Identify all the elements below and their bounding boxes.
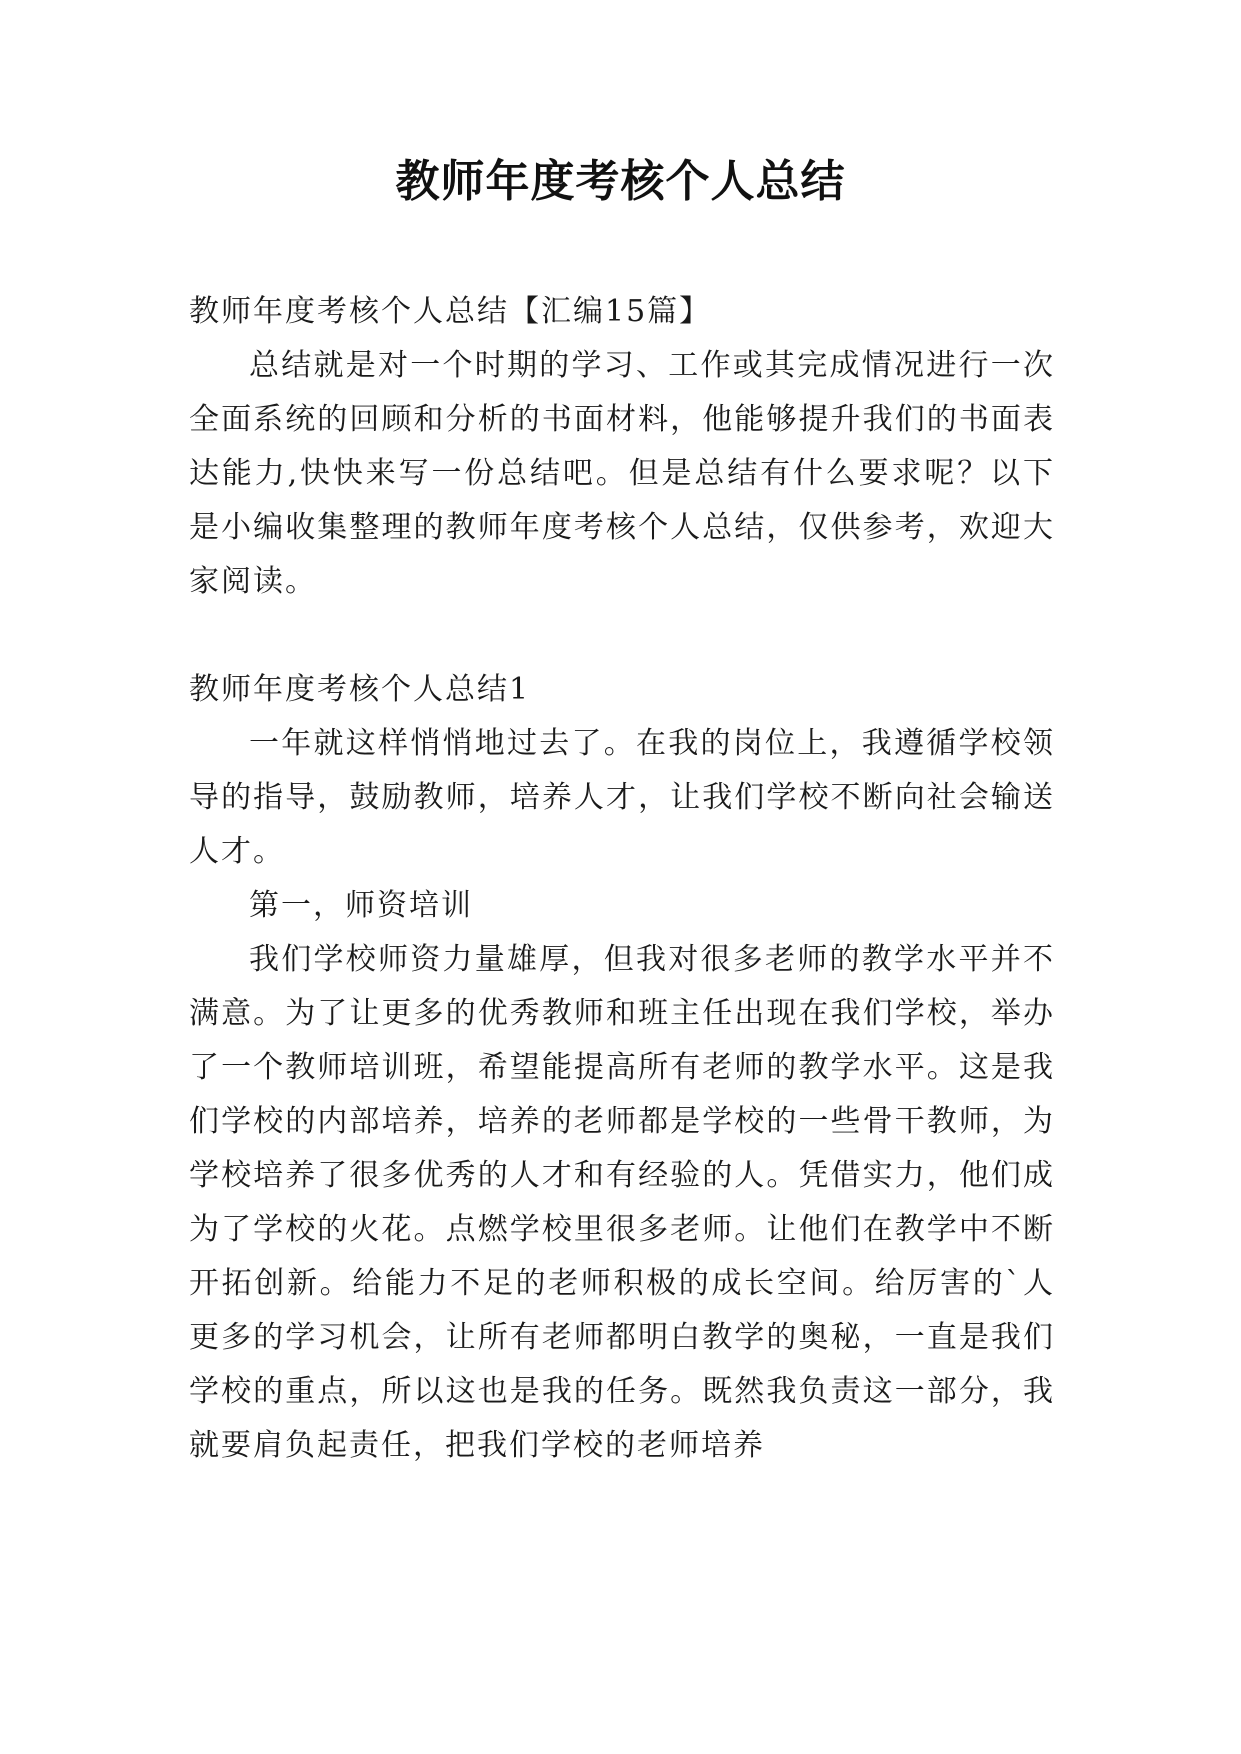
body-paragraph: 我们学校师资力量雄厚，但我对很多老师的教学水平并不满意。为了让更多的优秀教师和班主任出现在我们学校，举办了一个教师培训班，希望能提高所有老师的教学水平。这是我们学校的内部培养，培养的老师都是学校的一些骨干教师，为学校培养了很多优秀的人才和有经验的人。凭借实力，他们成为了学校的火花。点燃学校里很多老师。让他们在教学中不断开拓创新。给能力不足的老师积极的成长空间。给厉害的`人更多的学习机会，让所有老师都明白教学的奥秘，一直是我们学校的重点，所以这也是我的任务。既然我负责这一部分，我就要肩负起责任，把我们学校的老师培养 [189, 942, 1055, 1463]
document-body [189, 285, 1055, 1473]
subtitle-line: 教师年度考核个人总结【汇编15篇】 [189, 294, 712, 329]
document-title: 教师年度考核个人总结 [395, 156, 846, 207]
intro-paragraph: 总结就是对一个时期的学习、工作或其完成情况进行一次全面系统的回顾和分析的书面材料，他能够提升我们的书面表达能力,快快来写一份总结吧。但是总结有什么要求呢？以下是小编收集整理的教师年度考核个人总结，仅供参考，欢迎大家阅读。 [189, 348, 1055, 599]
body-paragraph: 一年就这样悄悄地过去了。在我的岗位上，我遵循学校领导的指导，鼓励教师，培养人才，让我们学校不断向社会输送人才。 [189, 726, 1055, 869]
subsection-heading: 第一，师资培训 [249, 888, 473, 923]
blank-line [189, 609, 1055, 663]
section-heading: 教师年度考核个人总结1 [189, 672, 531, 707]
